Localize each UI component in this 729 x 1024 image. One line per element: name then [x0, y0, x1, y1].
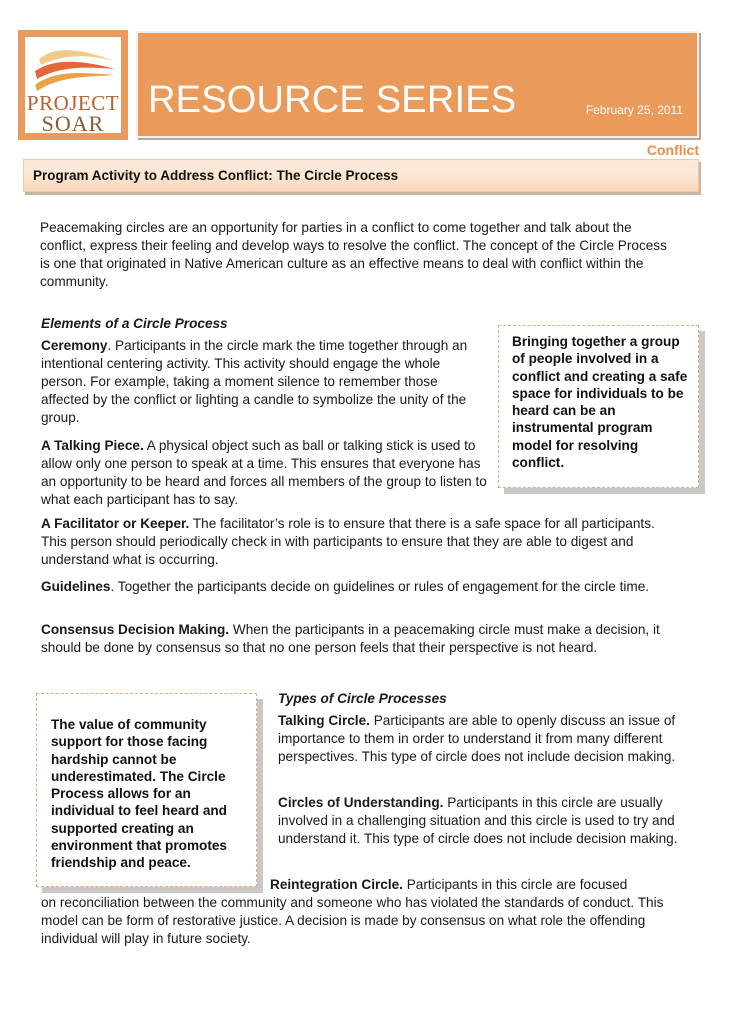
- logo-text-soar: SOAR: [41, 111, 105, 136]
- callout-left: [36, 693, 257, 887]
- text: Together the participants decide on guidelines or rules of engagement for the circle time.: [114, 579, 650, 594]
- subtitle-text: Program Activity to Address Conflict: The Circle Process: [33, 168, 399, 183]
- term: A Talking Piece.: [41, 438, 144, 453]
- type-reintegration-circle: [270, 876, 700, 894]
- term: Reintegration Circle.: [270, 877, 403, 892]
- logo-inner: [25, 37, 121, 136]
- callout-left-text: The value of community support for those facing hardship cannot be underestimated. The Circle Process allows for an individual to feel heard and supported creating an environment that promotes friendship and peace.: [51, 717, 227, 871]
- wave-dark: [35, 73, 115, 91]
- element-guidelines: [41, 578, 701, 596]
- text: Participants in the circle mark the time together through an intentional centering activity. This activity should engage the whole person. For example, taking a moment silence to remember those affected by the conflict or lighting a candle to symbolize the unity of the group.: [41, 338, 468, 425]
- term: Ceremony: [41, 338, 108, 353]
- callout-right-text: Bringing together a group of people involved in a conflict and creating a safe space for individuals to be heard can be an instrumental program model for resolving conflict.: [512, 334, 688, 471]
- type-reintegration-continuation: on reconciliation between the community and someone who has violated the standards of conduct. This model can be form of restorative justice. A decision is made by consensus on what role the offending individual will play in future society.: [41, 895, 664, 946]
- type-circles-of-understanding: [278, 794, 698, 848]
- text: Participants in this circle are focused: [402, 877, 628, 892]
- element-consensus: [41, 621, 681, 657]
- section-tag: Conflict: [646, 142, 699, 158]
- term: Circles of Understanding.: [278, 795, 444, 810]
- term: Guidelines: [41, 579, 111, 594]
- header-banner: [136, 31, 699, 138]
- subtitle-bar: [23, 159, 699, 192]
- element-talking-piece: [41, 437, 489, 509]
- intro-paragraph: Peacemaking circles are an opportunity for parties in a conflict to come together and talk about the conflict, express their feeling and develop ways to resolve the conflict. The concept of the Circle Process is one that originated in Native American culture as an effective means to deal with conflict within the community.: [40, 220, 667, 289]
- header-date: February 25, 2011: [585, 103, 683, 117]
- text: The facilitator’s role is to ensure that there is a safe space for all participants. This person should periodically check in with participants to ensure that they are able to digest and understand what is occurring.: [41, 516, 655, 567]
- term: Consensus Decision Making.: [41, 622, 230, 637]
- punct: .: [110, 579, 115, 594]
- types-heading: Types of Circle Processes: [278, 691, 447, 706]
- term: A Facilitator or Keeper.: [41, 516, 190, 531]
- element-ceremony: [41, 337, 481, 427]
- element-facilitator: [41, 515, 681, 569]
- text: Participants are able to openly discuss an issue of importance to them in order to understand it from many different perspectives. This type of circle does not include decision making.: [278, 713, 676, 764]
- project-soar-logo: [18, 30, 128, 140]
- wave-logo-icon: [31, 45, 117, 91]
- logo-text-project: PROJECT: [26, 91, 120, 115]
- text: A physical object such as ball or talking stick is used to allow only one person to speak at a time. This ensures that everyone has an opportunity to be heard and forces all members of the group to listen to what each participant has to say.: [41, 438, 487, 507]
- text: Participants in this circle are usually involved in a challenging situation and this circle is used to try and understand it. This type of circle does not include decision making.: [278, 795, 678, 846]
- type-talking-circle: [278, 712, 698, 766]
- term: Talking Circle.: [278, 713, 370, 728]
- header-title: RESOURCE SERIES: [148, 79, 517, 121]
- elements-heading: Elements of a Circle Process: [41, 316, 228, 331]
- punct: .: [107, 338, 112, 353]
- callout-right: [498, 325, 699, 488]
- text: When the participants in a peacemaking circle must make a decision, it should be done by consensus so that no one person feels that their perspective is not heard.: [41, 622, 660, 655]
